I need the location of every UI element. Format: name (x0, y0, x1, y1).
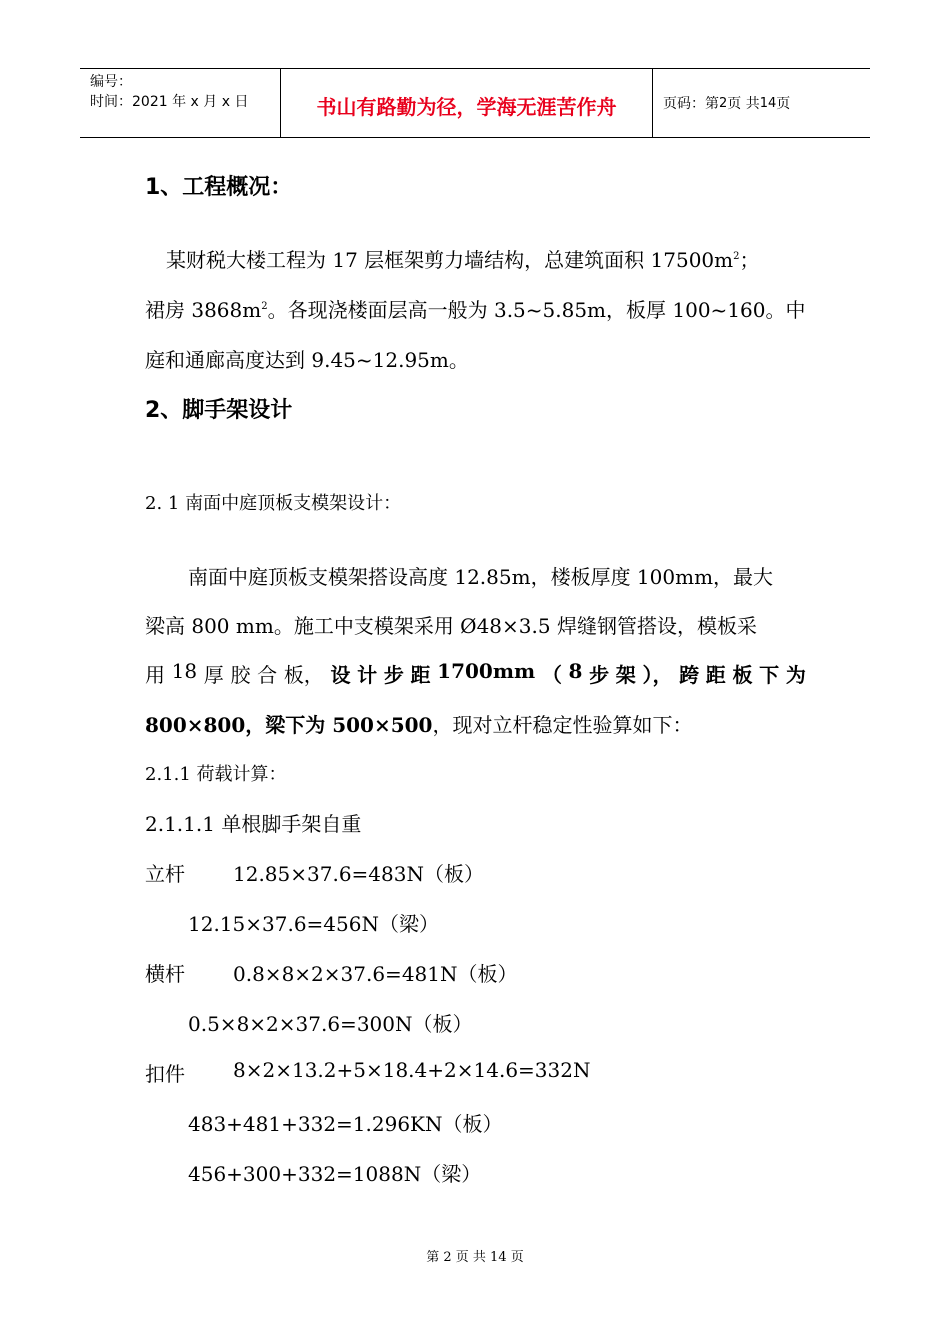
word: 为 (785, 663, 806, 687)
pole-calc-2: 12.15×37.6=456N（梁） (188, 912, 439, 936)
section-2-1-paragraph-line-3 (145, 659, 806, 688)
header-motto: 书山有路勤为径，学海无涯苦作舟 (316, 94, 617, 119)
word: 用 (145, 663, 165, 687)
page-current: 2 (719, 95, 728, 111)
word: 架 (615, 663, 636, 687)
page-end-label: 页 (776, 96, 791, 112)
word: 步 (383, 663, 404, 687)
word: 计 (357, 663, 378, 687)
page-mid-label: 页 共 (727, 96, 760, 112)
section-2-1-1-1-title: 2.1.1.1 单根脚手架自重 (145, 812, 362, 836)
bar-label: 横杆 (145, 962, 185, 986)
text-run: ，现对立杆稳定性验算如下： (432, 713, 693, 737)
section-2-1-paragraph-line-4 (145, 709, 692, 738)
document-time-label: 时间：2021 年 x 月 x 日 (90, 94, 249, 110)
word: 下 (759, 663, 780, 687)
header-motto-cell (280, 69, 653, 137)
bar-calc-2: 0.5×8×2×37.6=300N（板） (188, 1012, 473, 1036)
page-header (80, 68, 870, 138)
word: 步 (589, 663, 610, 687)
bar-calc-1: 0.8×8×2×37.6=481N（板） (233, 962, 518, 986)
header-page-cell (653, 69, 870, 137)
fastener-calc: 8×2×13.2+5×18.4+2×14.6=332N (233, 1058, 591, 1082)
word: 合 (257, 663, 278, 687)
word: 距 (410, 663, 431, 687)
sum-calc-1: 483+481+332=1.296KN（板） (188, 1112, 503, 1136)
section-1-paragraph-line-2 (145, 294, 806, 323)
section-1-paragraph-line-1 (166, 244, 759, 273)
word: 胶 (230, 663, 251, 687)
page-label: 页码：第 (663, 96, 719, 112)
word: 厚 (203, 663, 224, 687)
section-2-1-title: 2. 1 南面中庭顶板支模架设计： (145, 493, 402, 514)
text-run: ； (739, 248, 760, 272)
section-2-1-1-title: 2.1.1 荷载计算： (145, 764, 287, 785)
word: 1700mm (437, 659, 536, 683)
word: 设 (330, 663, 351, 687)
header-left-cell (80, 69, 280, 137)
word: 跨 (679, 663, 700, 687)
section-1-title: 1、工程概况： (145, 175, 293, 200)
superscript: 2 (261, 301, 268, 312)
text-run: 某财税大楼工程为 17 层框架剪力墙结构，总建筑面积 17500m (166, 248, 734, 272)
document-number-label: 编号： (90, 74, 132, 90)
pole-calc-1: 12.85×37.6=483N（板） (233, 862, 484, 886)
text-run: 裙房 3868m (145, 298, 262, 322)
word: 距 (705, 663, 726, 687)
section-2-1-paragraph-line-2: 梁高 800 mm。施工中支模架采用 Ø48×3.5 焊缝钢管搭设，模板采 (145, 614, 757, 638)
sum-calc-2: 456+300+332=1088N（梁） (188, 1162, 482, 1186)
word: 板， (283, 663, 324, 687)
pole-label: 立杆 (145, 862, 185, 886)
word: 板 (732, 663, 753, 687)
text-run: 。各现浇楼面层高一般为 3.5~5.85m，板厚 100~160。中 (267, 298, 806, 322)
section-2-title: 2、脚手架设计 (145, 398, 293, 423)
word: 18 (171, 659, 198, 683)
page-footer: 第 2 页 共 14 页 (426, 1250, 524, 1265)
fastener-label: 扣件 (145, 1062, 185, 1086)
word: （ (541, 663, 562, 687)
bold-run: 800×800，梁下为 500×500 (145, 713, 433, 737)
section-2-1-paragraph-line-1: 南面中庭顶板支模架搭设高度 12.85m，楼板厚度 100mm，最大 (188, 565, 774, 589)
superscript: 2 (733, 251, 740, 262)
word: 8 (568, 659, 583, 683)
word: ）， (642, 663, 673, 687)
page-total: 14 (759, 95, 777, 111)
section-1-paragraph-line-3: 庭和通廊高度达到 9.45~12.95m。 (145, 348, 469, 372)
